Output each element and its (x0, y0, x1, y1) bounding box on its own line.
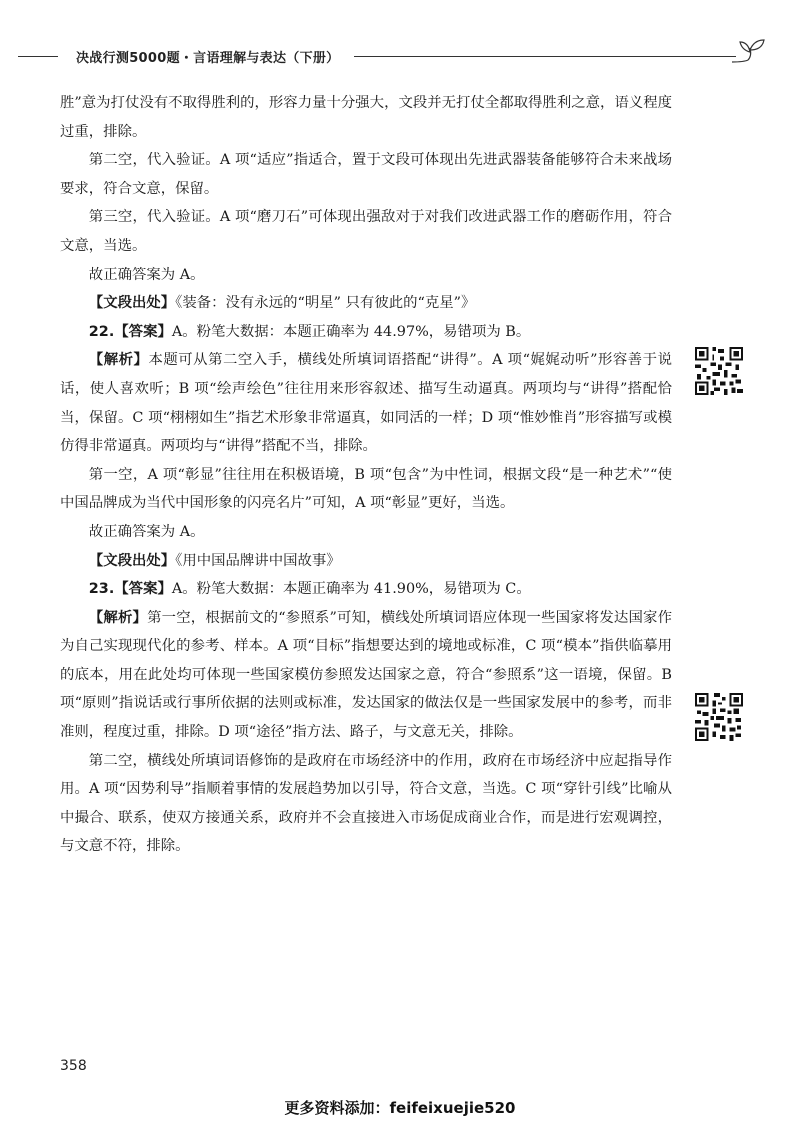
book-title: 决战行测5000题・言语理解与表达（下册） (76, 51, 340, 66)
paragraph-label: 【文段出处】 (88, 552, 176, 569)
header-rule-right (354, 56, 736, 57)
paragraph (60, 604, 672, 747)
paragraph (60, 89, 672, 146)
paragraph-label: 【文段出处】 (88, 295, 176, 312)
paragraph (60, 318, 672, 347)
paragraph (60, 346, 672, 460)
paragraph-text: 故正确答案为 A。 (88, 266, 205, 283)
paragraph-text: 第三空，代入验证。A 项“磨刀石”可体现出强敌对于对我们改进武器工作的磨砺作用，符合文意，当选。 (60, 209, 672, 254)
page-number: 358 (60, 1058, 87, 1074)
header-rule-left (18, 56, 58, 57)
running-header (18, 40, 780, 70)
paragraph-label: 23.【答案】 (88, 581, 172, 598)
paragraph-label: 【解析】 (88, 609, 148, 626)
paragraph-text: 第二空，代入验证。A 项“适应”指适合，置于文段可体现出先进武器装备能够符合未来战场要求，符合文意，保留。 (60, 152, 672, 197)
paragraph-text: A。粉笔大数据：本题正确率为 41.90%，易错项为 C。 (171, 581, 531, 598)
qr-code-icon (695, 693, 743, 741)
paragraph-text: 第一空，A 项“彰显”往往用在积极语境，B 项“包含”为中性词，根据文段“是一种艺术”“使中国品牌成为当代中国形象的闪亮名片”可知，A 项“彰显”更好，当选。 (60, 466, 672, 512)
paragraph-label: 【解析】 (88, 352, 149, 369)
paragraph-text: 第一空，根据前文的“参照系”可知，横线处所填词语应体现一些国家将发达国家作为自己实现现代化的参考、样本。A 项“目标”指想要达到的境地或标准，C 项“模本”指供临摹用的底本，用在此处均可体现一些国家模仿参照发达国家之意，符合“参照系”这一语境，保留。B 项“原则”指说话或行事所依据的法则或标准，发达国家的做法仅是一些国家发展中的参考，而非准则，程度过重，排除。D 项“途径”指方法、路子，与文意无关，排除。 (60, 609, 672, 741)
paragraph (60, 146, 672, 203)
paragraph (60, 518, 672, 547)
paragraph-text: 胜”意为打仗没有不取得胜利的，形容力量十分强大，文段并无打仗全都取得胜利之意，语义程度过重，排除。 (60, 95, 672, 140)
footer-note: 更多资料添加：feifeixuejie520 (284, 1099, 516, 1117)
paragraph-text: A。粉笔大数据：本题正确率为 44.97%，易错项为 B。 (171, 323, 531, 340)
paragraph (60, 289, 672, 318)
paragraph-text: 本题可从第二空入手，横线处所填词语搭配“讲得”。A 项“娓娓动听”形容善于说话，使人喜欢听；B 项“绘声绘色”往往用来形容叙述、描写生动逼真。两项均与“讲得”搭配恰当，保留。C 项“栩栩如生”指艺术形象非常逼真，如同活的一样；D 项“惟妙惟肖”形容描写或模仿得非常逼真。两项均与“讲得”搭配不当，排除。 (60, 352, 672, 455)
paragraph-label: 22.【答案】 (88, 323, 172, 340)
paragraph-text: 《用中国品牌讲中国故事》 (175, 552, 341, 569)
sprout-icon (730, 38, 766, 68)
paragraph (60, 547, 672, 576)
paragraph (60, 203, 672, 260)
answer-explanations (60, 89, 672, 861)
paragraph (60, 461, 672, 518)
paragraph (60, 575, 672, 604)
paragraph-text: 故正确答案为 A。 (88, 523, 205, 540)
paragraph (60, 261, 672, 290)
qr-code-icon (695, 347, 743, 395)
paragraph-text: 第二空，横线处所填词语修饰的是政府在市场经济中的作用，政府在市场经济中应起指导作用。A 项“因势利导”指顺着事情的发展趋势加以引导，符合文意，当选。C 项“穿针引线”比喻从中撮合、联系，使双方接通关系，政府并不会直接进入市场促成商业合作，而是进行宏观调控，与文意不符，排除。 (60, 752, 672, 855)
paragraph-text: 《装备：没有永远的“明星” 只有彼此的“克星”》 (175, 295, 476, 312)
paragraph (60, 747, 672, 861)
